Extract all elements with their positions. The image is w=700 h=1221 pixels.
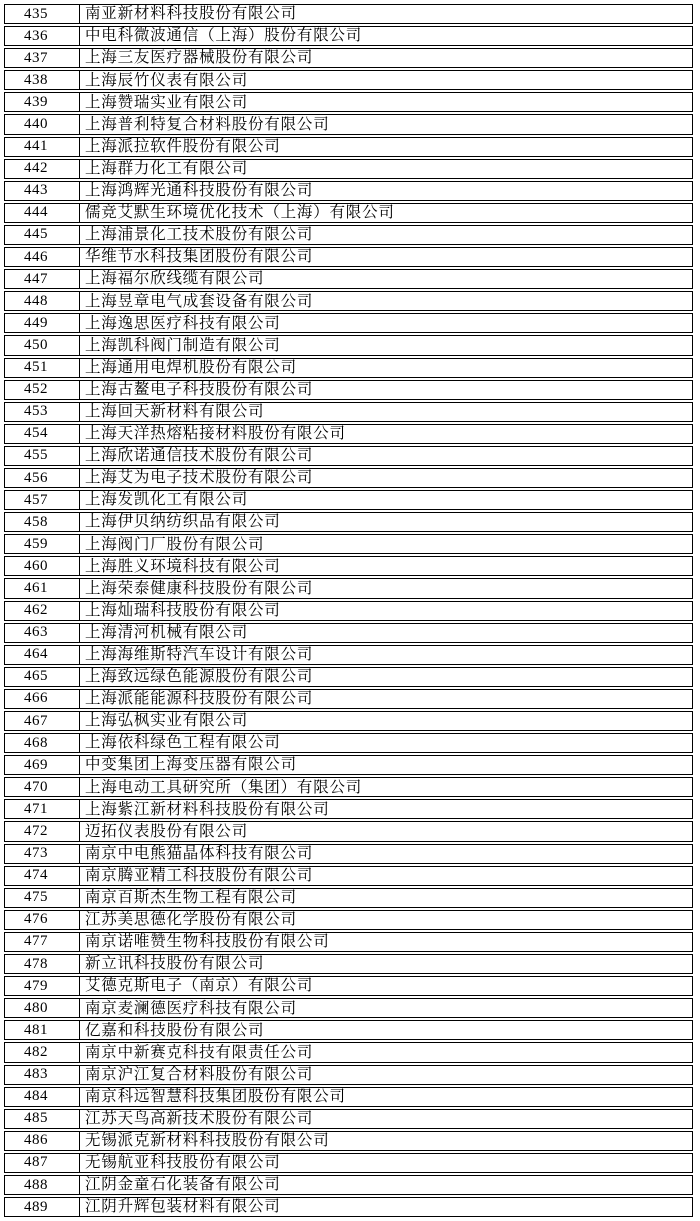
company-name-cell: 上海电动工具研究所（集团）有限公司 [85,778,363,796]
company-name-cell: 江阴升辉包装材料有限公司 [85,1198,281,1216]
row-number-cell: 449 [5,314,80,332]
company-name-cell: 南京百斯杰生物工程有限公司 [85,889,297,907]
company-name-cell: 上海胜义环境科技有限公司 [85,557,281,575]
table-row [4,954,693,974]
row-number-cell: 455 [5,447,80,465]
row-number-cell: 450 [5,336,80,354]
table-row [4,269,693,289]
table-row [4,888,693,908]
company-name-cell: 无锡派克新材料科技股份有限公司 [85,1132,330,1150]
row-number-cell: 475 [5,889,80,907]
table-row [4,976,693,996]
row-number-cell: 477 [5,933,80,951]
table-row [4,1065,693,1085]
table-row [4,556,693,576]
row-number-cell: 473 [5,845,80,863]
table-row [4,4,693,24]
row-number-cell: 476 [5,911,80,929]
company-name-cell: 上海通用电焊机股份有限公司 [85,358,297,376]
row-number-cell: 485 [5,1110,80,1128]
company-name-cell: 上海辰竹仪表有限公司 [85,71,249,89]
company-name-cell: 上海艾为电子技术股份有限公司 [85,469,314,487]
row-number-cell: 457 [5,491,80,509]
company-name-cell: 南京中新赛克科技有限责任公司 [85,1043,314,1061]
row-number-cell: 446 [5,248,80,266]
table-row [4,689,693,709]
table-row [4,181,693,201]
company-name-cell: 上海发凯化工有限公司 [85,491,249,509]
table-row [4,159,693,179]
row-number-cell: 481 [5,1021,80,1039]
table-row [4,1087,693,1107]
row-number-cell: 460 [5,557,80,575]
company-name-cell: 迈拓仪表股份有限公司 [85,822,249,840]
company-name-cell: 南京中电熊猫晶体科技有限公司 [85,844,314,862]
table-row [4,70,693,90]
table-row [4,667,693,687]
table-row [4,313,693,333]
table-row [4,1109,693,1129]
row-number-cell: 443 [5,182,80,200]
row-number-cell: 469 [5,756,80,774]
table-row [4,468,693,488]
company-name-cell: 上海派能能源科技股份有限公司 [85,690,314,708]
row-number-cell: 465 [5,668,80,686]
company-name-cell: 江苏天鸟高新技术股份有限公司 [85,1109,314,1127]
company-name-cell: 江苏美思德化学股份有限公司 [85,911,297,929]
company-name-cell: 上海鸿辉光通科技股份有限公司 [85,182,314,200]
table-row [4,799,693,819]
table-row [4,1020,693,1040]
company-name-cell: 南亚新材料科技股份有限公司 [85,5,297,23]
row-number-cell: 482 [5,1043,80,1061]
row-number-cell: 439 [5,93,80,111]
company-name-cell: 中变集团上海变压器有限公司 [85,756,297,774]
row-number-cell: 456 [5,469,80,487]
company-name-cell: 上海紫江新材料科技股份有限公司 [85,800,330,818]
row-number-cell: 445 [5,226,80,244]
row-number-cell: 471 [5,800,80,818]
table-row [4,998,693,1018]
table-row [4,225,693,245]
table-row [4,402,693,422]
company-name-cell: 无锡航亚科技股份有限公司 [85,1154,281,1172]
company-name-cell: 上海荣泰健康科技股份有限公司 [85,579,314,597]
company-table [4,4,693,1217]
company-name-cell: 上海伊贝纳纺织品有限公司 [85,513,281,531]
company-name-cell: 上海古鳌电子科技股份有限公司 [85,380,314,398]
table-row [4,291,693,311]
row-number-cell: 489 [5,1198,80,1216]
row-number-cell: 441 [5,138,80,156]
company-name-cell: 华维节水科技集团股份有限公司 [85,248,314,266]
row-number-cell: 484 [5,1088,80,1106]
row-number-cell: 468 [5,734,80,752]
company-name-cell: 上海派拉软件股份有限公司 [85,137,281,155]
company-name-cell: 上海凯科阀门制造有限公司 [85,336,281,354]
table-row [4,534,693,554]
company-name-cell: 上海普利特复合材料股份有限公司 [85,115,330,133]
table-row [4,623,693,643]
company-name-cell: 南京科远智慧科技集团股份有限公司 [85,1087,346,1105]
table-row [4,733,693,753]
row-number-cell: 436 [5,27,80,45]
row-number-cell: 435 [5,5,80,23]
table-row [4,203,693,223]
company-name-cell: 南京诺唯赞生物科技股份有限公司 [85,933,330,951]
company-name-cell: 上海逸思医疗科技有限公司 [85,314,281,332]
table-row [4,1153,693,1173]
table-row [4,247,693,267]
company-name-cell: 江阴金童石化装备有限公司 [85,1176,281,1194]
table-row [4,512,693,532]
table-row [4,755,693,775]
table-row [4,844,693,864]
company-name-cell: 上海赞瑞实业有限公司 [85,93,249,111]
company-name-cell: 上海灿瑞科技股份有限公司 [85,601,281,619]
row-number-cell: 486 [5,1132,80,1150]
row-number-cell: 470 [5,778,80,796]
table-row [4,92,693,112]
row-number-cell: 488 [5,1176,80,1194]
table-row [4,645,693,665]
table-row [4,1175,693,1195]
table-row [4,335,693,355]
row-number-cell: 458 [5,513,80,531]
row-number-cell: 463 [5,624,80,642]
company-name-cell: 南京麦澜德医疗科技有限公司 [85,999,297,1017]
row-number-cell: 467 [5,712,80,730]
company-name-cell: 南京腾亚精工科技股份有限公司 [85,866,314,884]
table-row [4,490,693,510]
row-number-cell: 461 [5,579,80,597]
table-row [4,26,693,46]
table-row [4,866,693,886]
row-number-cell: 437 [5,49,80,67]
company-name-cell: 上海群力化工有限公司 [85,159,249,177]
row-number-cell: 453 [5,403,80,421]
company-name-cell: 上海回天新材料有限公司 [85,402,265,420]
table-row [4,777,693,797]
row-number-cell: 487 [5,1154,80,1172]
company-name-cell: 儒竞艾默生环境优化技术（上海）有限公司 [85,204,395,222]
company-name-cell: 亿嘉和科技股份有限公司 [85,1021,265,1039]
row-number-cell: 451 [5,359,80,377]
row-number-cell: 478 [5,955,80,973]
company-name-cell: 上海海维斯特汽车设计有限公司 [85,646,314,664]
row-number-cell: 479 [5,977,80,995]
company-name-cell: 上海浦景化工技术股份有限公司 [85,226,314,244]
row-number-cell: 474 [5,867,80,885]
row-number-cell: 448 [5,292,80,310]
table-row [4,711,693,731]
table-row [4,424,693,444]
company-name-cell: 上海三友医疗器械股份有限公司 [85,49,314,67]
row-number-cell: 447 [5,270,80,288]
company-name-cell: 上海天洋热熔粘接材料股份有限公司 [85,425,346,443]
company-name-cell: 艾德克斯电子（南京）有限公司 [85,977,314,995]
table-row [4,1197,693,1217]
table-row [4,446,693,466]
company-name-cell: 上海阀门厂股份有限公司 [85,535,265,553]
company-name-cell: 上海清河机械有限公司 [85,623,249,641]
row-number-cell: 442 [5,160,80,178]
row-number-cell: 462 [5,602,80,620]
company-name-cell: 南京沪江复合材料股份有限公司 [85,1065,314,1083]
company-name-cell: 上海昱章电气成套设备有限公司 [85,292,314,310]
row-number-cell: 444 [5,204,80,222]
company-name-cell: 新立讯科技股份有限公司 [85,955,265,973]
table-row [4,601,693,621]
company-name-cell: 上海欣诺通信技术股份有限公司 [85,447,314,465]
table-row [4,821,693,841]
table-row [4,578,693,598]
company-name-cell: 中电科微波通信（上海）股份有限公司 [85,27,363,45]
row-number-cell: 472 [5,822,80,840]
row-number-cell: 466 [5,690,80,708]
company-name-cell: 上海致远绿色能源股份有限公司 [85,668,314,686]
table-row [4,1042,693,1062]
table-row [4,137,693,157]
company-name-cell: 上海弘枫实业有限公司 [85,712,249,730]
company-name-cell: 上海依科绿色工程有限公司 [85,734,281,752]
table-row [4,48,693,68]
table-row [4,380,693,400]
table-row [4,114,693,134]
row-number-cell: 464 [5,646,80,664]
row-number-cell: 440 [5,115,80,133]
company-name-cell: 上海福尔欣线缆有限公司 [85,270,265,288]
row-number-cell: 438 [5,71,80,89]
table-row [4,1131,693,1151]
table-row [4,358,693,378]
row-number-cell: 459 [5,535,80,553]
row-number-cell: 483 [5,1066,80,1084]
table-row [4,910,693,930]
table-row [4,932,693,952]
row-number-cell: 480 [5,999,80,1017]
row-number-cell: 452 [5,381,80,399]
row-number-cell: 454 [5,425,80,443]
